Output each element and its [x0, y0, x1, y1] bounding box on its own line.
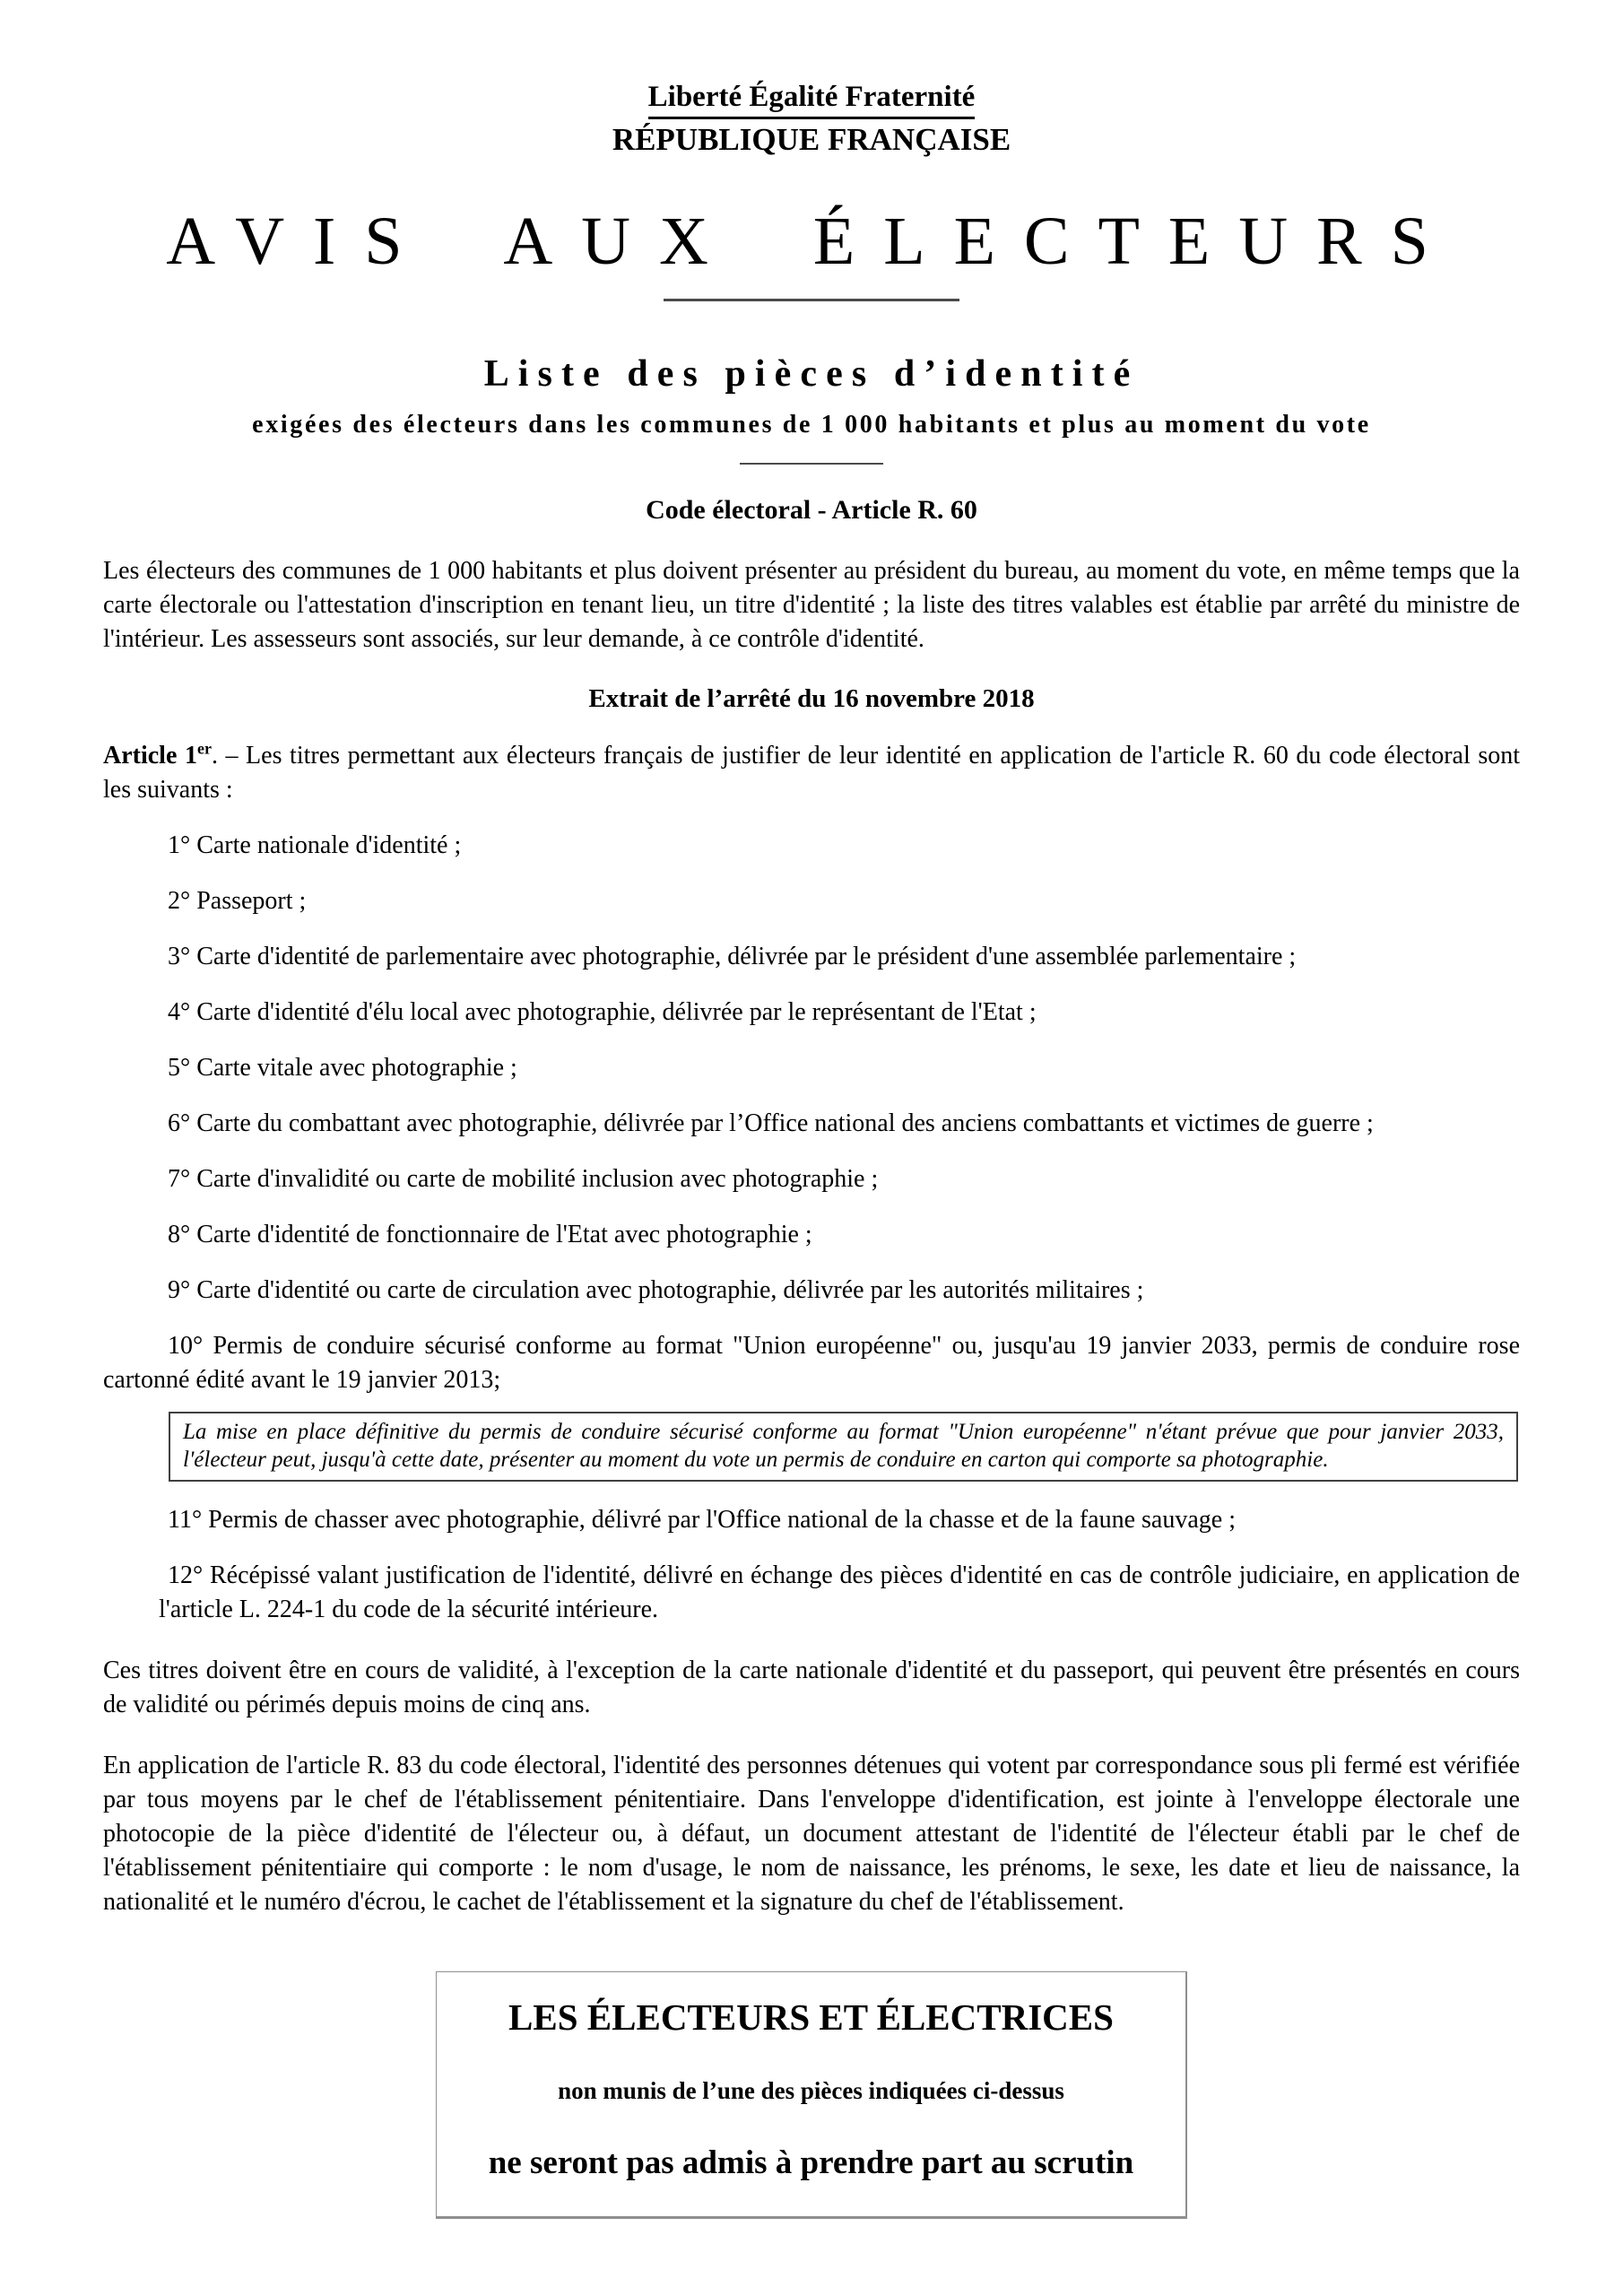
identity-item-7: 7° Carte d'invalidité ou carte de mobilité inclusion avec photographie ;	[168, 1165, 879, 1193]
detainees-paragraph: En application de l'article R. 83 du code électoral, l'identité des personnes détenues qui votent par correspondance sous pli fermé est vérifiée par tous moyens par le chef de l'établissement pénitentiaire. Dans l'enveloppe d'identification, est jointe à l'enveloppe électorale une photocopie de la pièce d'identité de l'électeur ou, à défaut, un document attestant de l'identité de l'électeur établi par le chef de l'établissement pénitentiaire qui comporte : le nom d'usage, le nom de naissance, les prénoms, le sexe, les date et lieu de naissance, la nationalité et le numéro d'écrou, le cachet de l'établissement et la signature du chef de l'établissement.	[103, 1752, 1520, 1916]
article-1-paragraph	[103, 739, 1520, 807]
subtitle-rule	[740, 463, 883, 465]
doc-subtitle: exigées des électeurs dans les communes de 1 000 habitants et plus au moment du vote	[252, 411, 1371, 439]
article-1-superscript: er	[196, 739, 212, 758]
identity-item-4: 4° Carte d'identité d'élu local avec photographie, délivrée par le représentant de l'Etat ;	[168, 998, 1037, 1026]
identity-item-9: 9° Carte d'identité ou carte de circulation avec photographie, délivrée par les autorités militaires ;	[168, 1276, 1144, 1304]
identity-item-11: 11° Permis de chasser avec photographie, délivré par l'Office national de la chasse et de la faune sauvage ;	[168, 1506, 1236, 1534]
code-reference: Code électoral - Article R. 60	[646, 495, 977, 525]
warning-title: LES ÉLECTEURS ET ÉLECTRICES	[508, 1996, 1114, 2038]
identity-item-10: 10° Permis de conduire sécurisé conforme au format "Union européenne" ou, jusqu'au 19 janvier 2033, permis de conduire rose cartonné édité avant le 19 janvier 2013;	[103, 1332, 1520, 1394]
identity-item-2: 2° Passeport ;	[168, 887, 307, 915]
extract-heading: Extrait de l’arrêté du 16 novembre 2018	[588, 684, 1035, 713]
note-text: La mise en place définitive du permis de conduire sécurisé conforme au format "Union européenne" n'étant prévue que pour janvier 2033, l'électeur peut, jusqu'à cette date, présenter au moment du vote un permis de conduire en carton qui comporte sa photographie.	[183, 1420, 1504, 1472]
identity-item-8: 8° Carte d'identité de fonctionnaire de l'Etat avec photographie ;	[168, 1221, 812, 1248]
header-republic: RÉPUBLIQUE FRANÇAISE	[612, 122, 1011, 157]
identity-item-12: 12° Récépissé valant justification de l'identité, délivré en échange des pièces d'identité en cas de contrôle judiciaire, en application de l'article L. 224-1 du code de la sécurité intérieure.	[159, 1561, 1520, 1623]
warning-subtitle: non munis de l’une des pièces indiquées ci-dessus	[558, 2077, 1064, 2104]
identity-item-6: 6° Carte du combattant avec photographie, délivrée par l’Office national des anciens combattants et victimes de guerre ;	[168, 1109, 1374, 1137]
intro-paragraph: Les électeurs des communes de 1 000 habitants et plus doivent présenter au président du bureau, au moment du vote, en même temps que la carte électorale ou l'attestation d'inscription en tenant lieu, un titre d'identité ; la liste des titres valables est établie par arrêté du ministre de l'intérieur. Les assesseurs sont associés, sur leur demande, à ce contrôle d'identité.	[103, 557, 1520, 653]
identity-item-3: 3° Carte d'identité de parlementaire avec photographie, délivrée par le président d'une assemblée parlementaire ;	[168, 943, 1297, 970]
doc-title: Liste des pièces d’identité	[483, 353, 1140, 395]
article-1-label: Article 1	[103, 742, 197, 770]
header-motto-text: Liberté Égalité Fraternité	[648, 79, 976, 119]
page-title: AVIS AUX ÉLECTEURS	[166, 204, 1457, 279]
identity-item-1: 1° Carte nationale d'identité ;	[168, 831, 462, 859]
article-1-text: . – Les titres permettant aux électeurs français de justifier de leur identité en application de l'article R. 60 du code électoral sont les suivants :	[103, 742, 1521, 804]
warning-conclusion: ne seront pas admis à prendre part au scrutin	[488, 2144, 1134, 2181]
article-1-label-sup	[196, 739, 212, 770]
warning-box	[436, 1971, 1187, 2219]
title-rule	[664, 299, 959, 301]
validity-paragraph: Ces titres doivent être en cours de validité, à l'exception de la carte nationale d'identité et du passeport, qui peuvent être présentés en cours de validité ou périmés depuis moins de cinq ans.	[103, 1657, 1520, 1718]
header-motto	[103, 79, 1520, 119]
note-box	[169, 1412, 1518, 1482]
identity-item-5: 5° Carte vitale avec photographie ;	[168, 1054, 517, 1082]
